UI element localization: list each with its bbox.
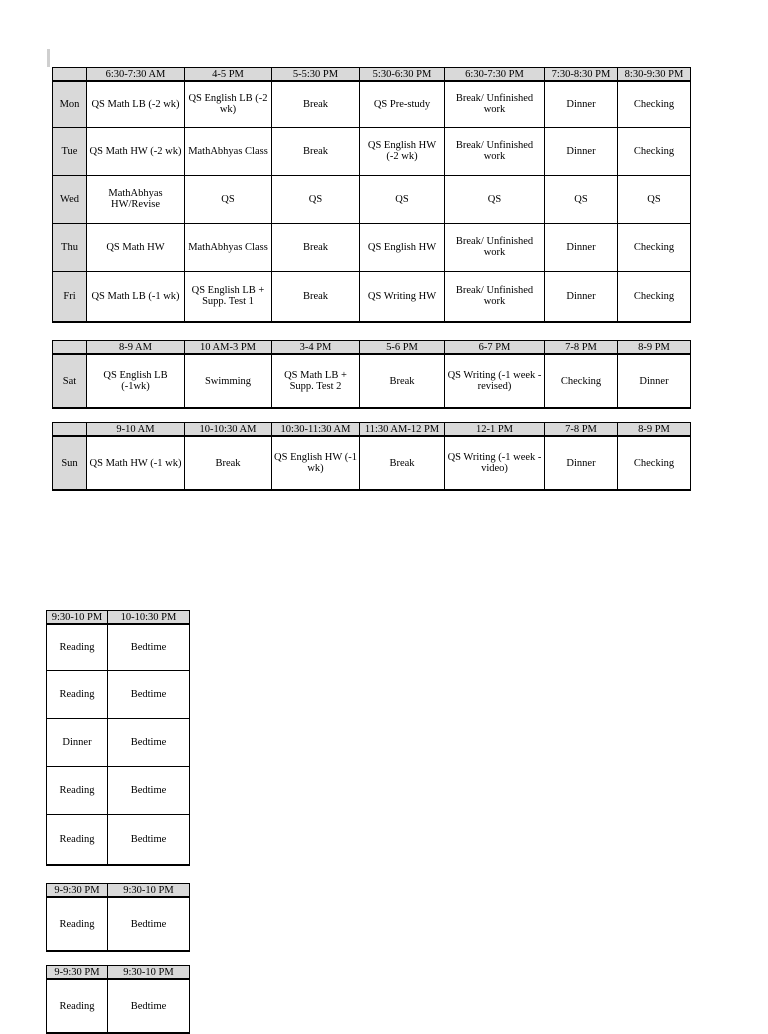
schedule-cell: Break	[272, 127, 360, 175]
schedule-cell: Break	[185, 436, 272, 490]
day-label: Tue	[53, 127, 87, 175]
table-row	[53, 81, 691, 127]
time-header: 5-5:30 PM	[272, 68, 360, 82]
table-row	[53, 271, 691, 322]
schedule-cell: QS English HW (-1 wk)	[272, 436, 360, 490]
table-row	[47, 814, 190, 865]
schedule-cell: Bedtime	[108, 814, 190, 865]
table-row	[47, 670, 190, 718]
schedule-cell: Checking	[618, 81, 691, 127]
schedule-cell: Dinner	[545, 127, 618, 175]
schedule-cell: Break/ Unfinished work	[445, 223, 545, 271]
schedule-cell: QS Writing (-1 week - video)	[445, 436, 545, 490]
time-header: 6:30-7:30 AM	[87, 68, 185, 82]
day-label: Mon	[53, 81, 87, 127]
schedule-cell: QS Math LB + Supp. Test 2	[272, 354, 360, 408]
schedule-cell: Checking	[545, 354, 618, 408]
time-header: 5-6 PM	[360, 341, 445, 355]
time-header: 9-9:30 PM	[47, 884, 108, 898]
schedule-cell: QS Math LB (-2 wk)	[87, 81, 185, 127]
saturday-schedule-table	[52, 340, 691, 409]
time-header: 5:30-6:30 PM	[360, 68, 445, 82]
time-header: 11:30 AM-12 PM	[360, 423, 445, 437]
schedule-cell: Dinner	[545, 223, 618, 271]
schedule-cell: Break	[272, 271, 360, 322]
time-header: 10:30-11:30 AM	[272, 423, 360, 437]
time-header: 10 AM-3 PM	[185, 341, 272, 355]
table-row	[47, 624, 190, 670]
time-header: 12-1 PM	[445, 423, 545, 437]
weekday-schedule-table	[52, 67, 691, 323]
schedule-cell: Break	[272, 223, 360, 271]
corner-cell	[53, 68, 87, 82]
schedule-cell: Reading	[47, 670, 108, 718]
table-row	[53, 354, 691, 408]
schedule-cell: Checking	[618, 436, 691, 490]
day-label: Thu	[53, 223, 87, 271]
schedule-cell: QS Writing HW	[360, 271, 445, 322]
schedule-cell: QS Math HW	[87, 223, 185, 271]
time-header: 10-10:30 AM	[185, 423, 272, 437]
schedule-cell: QS	[360, 175, 445, 223]
schedule-cell: Checking	[618, 223, 691, 271]
saturday-late-table	[46, 883, 190, 952]
table-row	[47, 718, 190, 766]
schedule-cell: Checking	[618, 271, 691, 322]
time-header: 3-4 PM	[272, 341, 360, 355]
schedule-cell: Dinner	[618, 354, 691, 408]
day-label: Fri	[53, 271, 87, 322]
schedule-cell: Bedtime	[108, 766, 190, 814]
schedule-cell: Reading	[47, 814, 108, 865]
schedule-cell: Dinner	[545, 271, 618, 322]
schedule-cell: QS English LB (-2 wk)	[185, 81, 272, 127]
table-row	[47, 766, 190, 814]
schedule-cell: Break/ Unfinished work	[445, 81, 545, 127]
sunday-schedule-table	[52, 422, 691, 491]
header-row	[47, 611, 190, 625]
day-label: Sun	[53, 436, 87, 490]
time-header: 4-5 PM	[185, 68, 272, 82]
schedule-cell: Dinner	[545, 81, 618, 127]
schedule-cell: Break	[360, 436, 445, 490]
corner-cell	[53, 423, 87, 437]
time-header: 9-9:30 PM	[47, 966, 108, 980]
schedule-cell: Bedtime	[108, 670, 190, 718]
time-header: 8-9 AM	[87, 341, 185, 355]
schedule-cell: MathAbhyas HW/Revise	[87, 175, 185, 223]
schedule-cell: QS Math LB (-1 wk)	[87, 271, 185, 322]
time-header: 7:30-8:30 PM	[545, 68, 618, 82]
schedule-cell: Reading	[47, 766, 108, 814]
schedule-cell: Break	[272, 81, 360, 127]
schedule-cell: Break	[360, 354, 445, 408]
time-header: 8:30-9:30 PM	[618, 68, 691, 82]
day-label: Sat	[53, 354, 87, 408]
day-label: Wed	[53, 175, 87, 223]
header-row	[47, 966, 190, 980]
schedule-cell: QS	[545, 175, 618, 223]
schedule-cell: QS	[185, 175, 272, 223]
header-row	[47, 884, 190, 898]
table-row	[53, 127, 691, 175]
time-header: 9-10 AM	[87, 423, 185, 437]
schedule-cell: QS English LB + Supp. Test 1	[185, 271, 272, 322]
time-header: 9:30-10 PM	[47, 611, 108, 625]
header-row	[53, 423, 691, 437]
schedule-cell: Bedtime	[108, 979, 190, 1033]
header-row	[53, 341, 691, 355]
schedule-cell: QS English HW	[360, 223, 445, 271]
schedule-cell: MathAbhyas Class	[185, 127, 272, 175]
schedule-cell: QS English HW (-2 wk)	[360, 127, 445, 175]
schedule-cell: QS	[272, 175, 360, 223]
schedule-cell: Reading	[47, 897, 108, 951]
table-row	[47, 897, 190, 951]
schedule-cell: QS Math HW (-2 wk)	[87, 127, 185, 175]
text-cursor-mark	[47, 49, 50, 67]
schedule-cell: Dinner	[545, 436, 618, 490]
schedule-cell: QS	[618, 175, 691, 223]
time-header: 7-8 PM	[545, 423, 618, 437]
schedule-cell: Reading	[47, 979, 108, 1033]
table-row	[53, 223, 691, 271]
header-row	[53, 68, 691, 82]
schedule-cell: Swimming	[185, 354, 272, 408]
schedule-cell: Reading	[47, 624, 108, 670]
corner-cell	[53, 341, 87, 355]
time-header: 8-9 PM	[618, 423, 691, 437]
time-header: 6-7 PM	[445, 341, 545, 355]
schedule-cell: Break/ Unfinished work	[445, 127, 545, 175]
schedule-cell: QS Writing (-1 week - revised)	[445, 354, 545, 408]
table-row	[53, 436, 691, 490]
time-header: 9:30-10 PM	[108, 966, 190, 980]
schedule-cell: Break/ Unfinished work	[445, 271, 545, 322]
schedule-cell: Bedtime	[108, 897, 190, 951]
schedule-cell: Bedtime	[108, 718, 190, 766]
schedule-cell: QS	[445, 175, 545, 223]
weekday-late-table	[46, 610, 190, 866]
schedule-cell: QS English LB (-1wk)	[87, 354, 185, 408]
schedule-cell: QS Pre-study	[360, 81, 445, 127]
schedule-cell: Dinner	[47, 718, 108, 766]
schedule-cell: Checking	[618, 127, 691, 175]
schedule-cell: Bedtime	[108, 624, 190, 670]
time-header: 10-10:30 PM	[108, 611, 190, 625]
table-row	[47, 979, 190, 1033]
time-header: 6:30-7:30 PM	[445, 68, 545, 82]
time-header: 9:30-10 PM	[108, 884, 190, 898]
table-row	[53, 175, 691, 223]
schedule-cell: MathAbhyas Class	[185, 223, 272, 271]
time-header: 7-8 PM	[545, 341, 618, 355]
time-header: 8-9 PM	[618, 341, 691, 355]
schedule-cell: QS Math HW (-1 wk)	[87, 436, 185, 490]
